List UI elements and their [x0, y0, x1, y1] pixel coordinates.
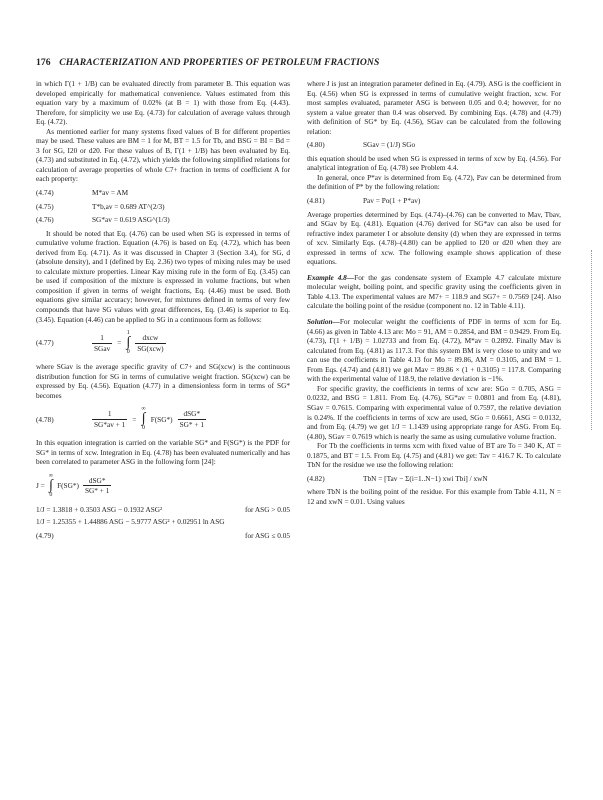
equation-body: TbN = [Tav − Σ(i=1..N−1) xwi Tbi] / xwN: [363, 473, 488, 483]
equation-number: (4.76): [36, 215, 54, 225]
running-header: [36, 57, 571, 68]
equation-4-76: [36, 215, 290, 225]
paragraph: For specific gravity, the coefficients in terms of xcw are: SGo = 0.705, ASG = 0.0232, and BSG = 1.811. From Eq. (4.76), SG*av = 0.0801 and from Eq. (4.81), SGav = 0.7615. Comparing with experimental value of 0.7597, the relative deviation is 0.24%. If the coefficients in terms of xcw are used, SGo = 0.6661, ASG = 0.0132, and from Eq. (4.79) we get 1/J = 1.1439 using appropriate range for ASG. From Eq. (4.80), SGav = 0.7619 which is nearly the same as using cumulative volume fraction.: [307, 383, 561, 441]
fraction-numerator: dxcw: [142, 333, 159, 343]
equation-4-77: [36, 328, 290, 358]
equation-number: (4.77): [36, 338, 54, 348]
fraction-denominator: SG* + 1: [179, 419, 204, 429]
equation-case-1: [36, 505, 290, 515]
equals-sign: =: [117, 338, 122, 348]
integral-sign-icon: ∫: [49, 477, 53, 493]
paragraph: In general, once P*av is determined from Eq. (4.72), Pav can be determined from the definition of P* by the following relation:: [307, 172, 561, 192]
paragraph: this equation should be used when SG is expressed in terms of xcw by Eq. (4.56). For analytical integration of Eq. (4.78) see Problem 4.4.: [307, 153, 561, 173]
integral-sign-icon: ∫: [141, 411, 146, 427]
paragraph: in which Γ(1 + 1/B) can be evaluated directly from parameter B. This equation was developed empirically for mathematical convenience. Values estimated from this equation vary by a maximum of 0.02% (at B = 1) with those from Eq. (4.43). Therefore, for simplicity we use Eq. (4.73) for calculation of average values through Eq. (4.72).: [36, 79, 290, 127]
equation-number: (4.79): [36, 531, 54, 541]
equals-sign: =: [132, 414, 137, 424]
fraction-numerator: dSG*: [183, 409, 201, 419]
paragraph: For Tb the coefficients in terms xcm with fixed value of BT are To = 340 K, AT = 0.1875, and BT = 1.5. From Eq. (4.75) and (4.81) we get: Tav = 416.7 K. To calculate TbN for the residue we use the following relation:: [307, 441, 561, 470]
integral-upper-limit: 1: [126, 330, 130, 337]
running-title: CHARACTERIZATION AND PROPERTIES OF PETROLEUM FRACTIONS: [59, 57, 380, 68]
equation-number: (4.74): [36, 188, 54, 198]
case-condition: for ASG ≤ 0.05: [245, 531, 290, 541]
equation-j-definition: [36, 471, 290, 501]
equation-body: T*b,av = 0.689 AT^(2/3): [92, 201, 165, 211]
equation-body: [76, 330, 290, 356]
function-term: F(SG*): [150, 414, 173, 424]
equation-4-80: [307, 140, 561, 150]
equation-lhs: J =: [36, 481, 45, 491]
equation-number: (4.81): [307, 196, 325, 206]
fraction-numerator: 1: [107, 409, 112, 419]
equation-body: SG*av = 0.619 ASG^(1/3): [92, 215, 170, 225]
page-number: 176: [36, 57, 51, 68]
equation-4-78: [36, 404, 290, 434]
equation-4-75: [36, 202, 290, 212]
fraction-numerator: dSG*: [88, 475, 106, 485]
paragraph: It should be noted that Eq. (4.76) can be used when SG is expressed in terms of cumulative volume fraction. Equation (4.76) is based on Eq. (4.72), which has been derived from Eq. (4.71). As it was discussed in Chapter 3 (Section 3.4), for SG, d (absolute density), and I (defined by Eq. 2.36) two types of mixing rules may be used to calculate mixture properties. Linear Kay mixing rule in the form of Eq. (3.45) can be used if composition of the mixture is expressed in volume fractions, but when composition if given in terms of weight fractions, Eq. (4.46) must be used. Both equations give similar accuracy; however, for mixtures defined in terms of very few compounds that have SG values with great differences, Eq. (3.46) is superior to Eq. (3.45). Equation (4.46) can be applied to SG in a continuous form as follows:: [36, 228, 290, 324]
example-paragraph: [307, 273, 561, 311]
equation-body: [76, 406, 290, 432]
function-term: F(SG*): [57, 481, 79, 491]
fraction-denominator: SG(xcw): [137, 343, 164, 353]
integral-sign-icon: ∫: [126, 335, 131, 351]
integral-upper-limit: ∞: [48, 472, 54, 479]
case-condition: for ASG > 0.05: [244, 504, 290, 514]
solution-paragraph: [307, 317, 561, 384]
integral-lower-limit: 0: [142, 425, 146, 432]
fraction-denominator: SGav: [94, 343, 111, 353]
paragraph: where TbN is the boiling point of the residue. For this example from Table 4.11, N = 12 and xwN = 0.01. Using values: [307, 487, 561, 506]
integral-lower-limit: 0: [126, 349, 130, 356]
paragraph: where SGav is the average specific gravity of C7+ and SG(xcw) is the continuous distribution function for SG in terms of cumulative weight fraction. SG(xcw) can be expressed by Eq. (4.56). Equation (4.77) in a dimensionless form in terms of SG* becomes: [36, 362, 290, 400]
equation-number: (4.80): [307, 140, 325, 150]
case-expression: 1/J = 1.25355 + 1.44886 ASG − 5.9777 ASG² + 0.02951 ln ASG: [36, 516, 225, 526]
integral-lower-limit: 0: [49, 491, 53, 498]
paragraph: As mentioned earlier for many systems fixed values of B for different properties may be used. These values are BM = 1 for M, BT = 1.5 for Tb, and BSG = BI = Bd = 3 for SG, I20 or d20. For these values of B, Γ(1 + 1/B) has been evaluated by Eq. (4.73) and substituted in Eq. (4.72), which yields the following simplified relations for calculation of average properties of whole C7+ fraction in terms of coefficient A for each property:: [36, 126, 290, 184]
equation-4-82: [307, 474, 561, 484]
example-title: Example 4.8—: [307, 272, 355, 282]
case-expression: 1/J = 1.3818 + 0.3503 ASG − 0.1932 ASG²: [36, 504, 163, 514]
equation-case-2: [36, 517, 290, 527]
equation-number: (4.82): [307, 473, 325, 483]
example-text: For the gas condensate system of Example 4.7 calculate mixture molecular weight, boiling point, and specific gravity using the coefficients given in Table 4.13. The experimental values are M7+ = 118.9 and SG7+ = 0.7569 [24]. Also calculate the boiling point of the residue (component no. 12 in Table 4.11).: [307, 272, 561, 311]
solution-title: Solution—: [307, 317, 340, 327]
equation-body: M*av = AM: [92, 188, 129, 198]
equation-body: SGav = (1/J) SGo: [363, 140, 416, 150]
left-column: [36, 79, 290, 541]
equation-4-74: [36, 188, 290, 198]
fraction-denominator: SG*av + 1: [94, 419, 126, 429]
solution-text: For molecular weight the coefficients of PDF in terms of xcm for Eq. (4.66) as given in Table 4.13 are: Mo = 91, AM = 0.2854, and BM = 0.9429. From Eq. (4.73), Γ(1 + 1/B) = 1.02733 and from Eq. (4.72), M*av = 0.2892. Finally Mav is calculated from Eq. (4.81) as 117.3. For this system BM is very close to unity and we can use the coefficients in Table 4.13 for Mo = 89.86, AM = 0.3105, and BM = 1. From Eqs. (4.74) and (4.81) we get Mav = 89.86 × (1 + 0.3105) = 117.8. Comparing with the experimental value of 118.9, the relative deviation is −1%.: [307, 317, 561, 384]
equation-number: (4.78): [36, 414, 54, 424]
equation-number: (4.75): [36, 201, 54, 211]
margin-dotted-rule: [591, 250, 594, 430]
integral-upper-limit: ∞: [141, 406, 146, 413]
equation-4-81: [307, 196, 561, 206]
fraction-numerator: 1: [100, 333, 104, 343]
equation-body: Pav = Po(1 + P*av): [363, 196, 421, 206]
paragraph: where J is just an integration parameter defined in Eq. (4.79). ASG is the coefficient in Eq. (4.56) when SG is expressed in terms of cumulative weight fraction, xcw. For most samples evaluated, parameter ASG is between 0.05 and 0.4; however, for no system a value greater than 0.4 was observed. By combining Eqs. (4.78) and (4.79) with definition of SG* by Eq. (4.56), SGav can be calculated from the following relation:: [307, 79, 561, 136]
paragraph: In this equation integration is carried on the variable SG* and F(SG*) is the PDF for SG* in terms of xcw. Integration in Eq. (4.78) has been evaluated numerically and has been correlated to parameter ASG in the following form [24]:: [36, 438, 290, 467]
equation-body: [36, 473, 111, 499]
paragraph: Average properties determined by Eqs. (4.74)–(4.76) can be converted to Mav, Tbav, and SGav by Eq. (4.81). Equation (4.76) derived for SG*av can also be used for refractive index parameter I or absolute density (d) when they are expressed in terms of xcv. Similarly Eqs. (4.78)–(4.80) can be applied to I20 or d20 when they are expressed in terms of xcw. The following example shows application of these equations.: [307, 209, 561, 267]
equation-4-79: [36, 531, 290, 541]
fraction-denominator: SG* + 1: [84, 486, 110, 496]
right-column: [307, 79, 561, 506]
